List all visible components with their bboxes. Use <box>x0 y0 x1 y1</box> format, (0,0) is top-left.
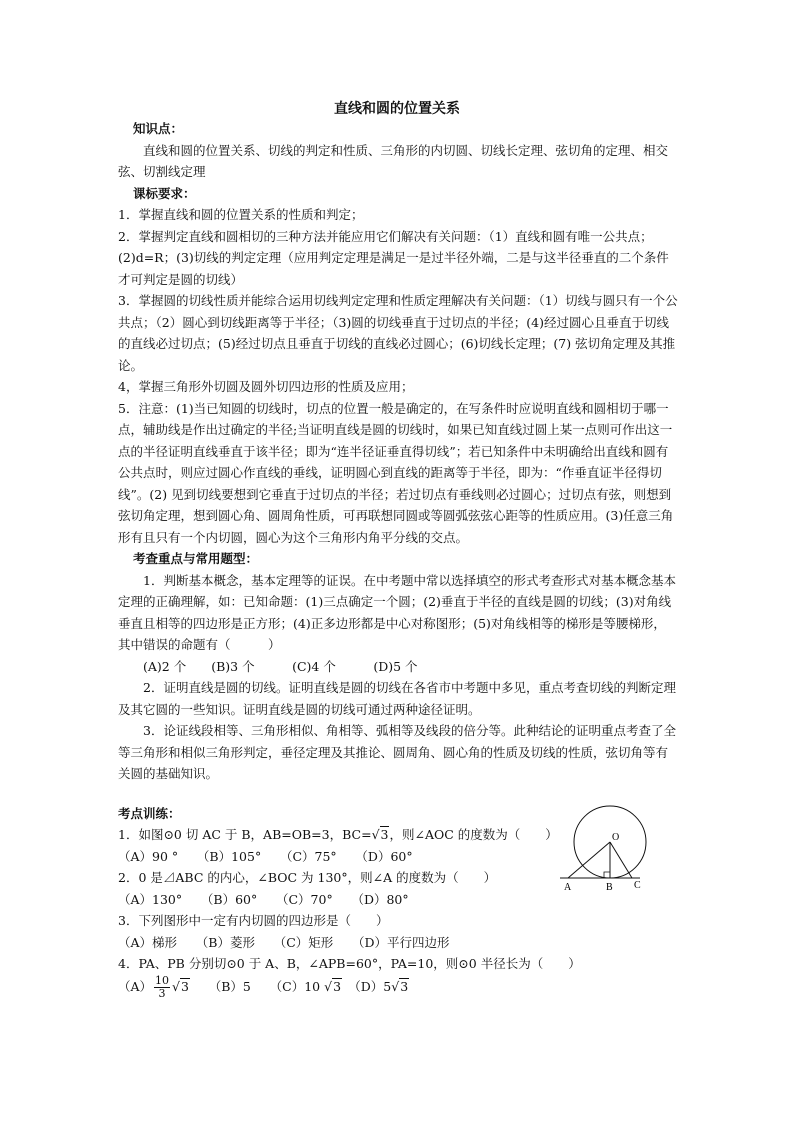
standard-item: 3．掌握圆的切线性质并能综合运用切线判定定理和性质定理解决有关问题：（1）切线与圆只有一个公共点；（2）圆心到切线距离等于半径；（3)圆的切线垂直于过切点的半径；(4)经过圆心且垂直于切线的直线必过切点；(5)经过切点且垂直于切线的直线必过圆心；(6)切线长定理；(7) 弦切角定理及其推论。 <box>118 293 678 373</box>
document-title: 直线和圆的位置关系 <box>334 101 460 117</box>
label-c: C <box>634 880 641 891</box>
knowledge-heading: 知识点： <box>133 121 184 136</box>
focus-item: 1．判断基本概念，基本定理等的证误。在中考题中常以选择填空的形式考查形式对基本概念基本定理的正确理解，如：已知命题：(1)三点确定一个圆；(2)垂直于半径的直线是圆的切线；(3)对角线垂直且相等的四边形是正方形；(4)正多边形都是中心对称图形；(5)对角线相等的梯形是等腰梯形，其中错误的命题有（ ） <box>118 572 676 652</box>
q4-radicand: 3 <box>400 978 409 994</box>
sqrt-symbol: √3 <box>172 978 189 994</box>
label-o: O <box>612 832 620 843</box>
question-2: 2．0 是⊿ABC 的内心，∠BOC 为 130°，则∠A 的度数为（ ） <box>118 870 497 885</box>
geometry-figure <box>558 812 658 892</box>
q3-options: （A）梯形 （B）菱形 （C）矩形 （D）平行四边形 <box>118 934 450 950</box>
q4-opt-d-label: （D）5 <box>354 978 392 994</box>
section-gap <box>118 785 678 803</box>
label-a: A <box>564 882 572 893</box>
focus-item: 2．证明直线是圆的切线。证明直线是圆的切线在各省市中考题中多见，重点考查切线的判断定理及其它圆的一些知识。证明直线是圆的切线可通过两种途径证明。 <box>118 680 676 717</box>
focus-heading: 考查重点与常用题型： <box>133 551 259 566</box>
right-angle-mark <box>604 872 610 878</box>
q1-options: （A）90 ° （B）105° （C）75° （D）60° <box>118 848 413 864</box>
q4-opt-c-label: （C）10 <box>275 978 321 994</box>
tangent-circle-diagram <box>558 812 658 892</box>
standard-heading: 课标要求： <box>133 185 196 201</box>
q4-opt-a-label: （A） <box>118 978 153 994</box>
sqrt-symbol: √3 <box>391 978 409 994</box>
practice-heading: 考点训练： <box>118 805 181 821</box>
focus-item: 3．论证线段相等、三角形相似、角相等、弧相等及线段的倍分等。此种结论的证明重点考查了全等三角形和相似三角形判定，垂径定理及其推论、圆周角、圆心角的性质及切线的性质，弦切角等有关圆的基础知识。 <box>118 723 676 781</box>
q4-frac-den: 3 <box>158 986 166 1000</box>
focus-item-options: (A)2 个 (B)3 个 (C)4 个 (D)5 个 <box>143 658 418 674</box>
q1-stem-b: ，则∠AOC 的度数为（ ） <box>389 827 558 842</box>
q4-options <box>118 975 678 1000</box>
standard-item: 4，掌握三角形外切圆及圆外切四边形的性质及应用； <box>118 379 414 394</box>
q1-radicand: 3 <box>380 827 389 842</box>
sqrt-symbol: √3 <box>371 827 389 842</box>
q4-opt-b: （B）5 <box>214 978 251 994</box>
segment-oc <box>610 842 632 878</box>
q4-radicand: 3 <box>333 978 342 994</box>
question-4: 4．PA、PB 分别切⊙0 于 A、B，∠APB=60°，PA=10，则⊙0 半径长为（ ） <box>118 956 581 971</box>
knowledge-text: 直线和圆的位置关系、切线的判定和性质、三角形的内切圆、切线长定理、弦切角的定理、相交弦、切割线定理 <box>118 142 669 179</box>
q2-options: （A）130° （B）60° （C）70° （D）80° <box>118 891 409 907</box>
q4-frac-num: 10 <box>155 973 170 987</box>
label-b: B <box>606 882 613 893</box>
q4-radicand: 3 <box>181 978 189 994</box>
standard-item: 1．掌握直线和圆的位置关系的性质和判定； <box>118 207 364 222</box>
standard-item: 5．注意：(1)当已知圆的切线时，切点的位置一般是确定的，在写条件时应说明直线和圆相切于哪一点，辅助线是作出过确定的半径;当证明直线是圆的切线时，如果已知直线过圆上某一点则可作出这一点的半径证明直线垂直于该半径；即为“连半径证垂直得切线”；若已知条件中未明确给出直线和圆有公共点时，则应过圆心作直线的垂线，证明圆心到直线的距离等于半径，即为：“作垂直证半径得切线”。(2) 见到切线要想到它垂直于过切点的半径；若过切点有垂线则必过圆心；过切点有弦，则想到弦切角定理，想到圆心角、圆周角性质，可再联想同圆或等圆弧弦弦心距等的性质应用。(3)任意三角形有且只有一个内切圆，圆心为这个三角形内角平分线的交点。 <box>118 400 674 545</box>
standard-item: 2．掌握判定直线和圆相切的三种方法并能应用它们解决有关问题：（1）直线和圆有唯一公共点；(2)d=R；(3)切线的判定定理（应用判定定理是满足一是过半径外端，二是与这半径垂直的二个条件才可判定是圆的切线） <box>118 228 669 287</box>
q4-fraction <box>154 975 170 1000</box>
question-3: 3．下列图形中一定有内切圆的四边形是（ ） <box>118 913 389 928</box>
sqrt-symbol: √3 <box>324 978 342 994</box>
q1-stem-a: 1．如图⊙0 切 AC 于 B，AB=OB=3，BC= <box>118 827 372 842</box>
